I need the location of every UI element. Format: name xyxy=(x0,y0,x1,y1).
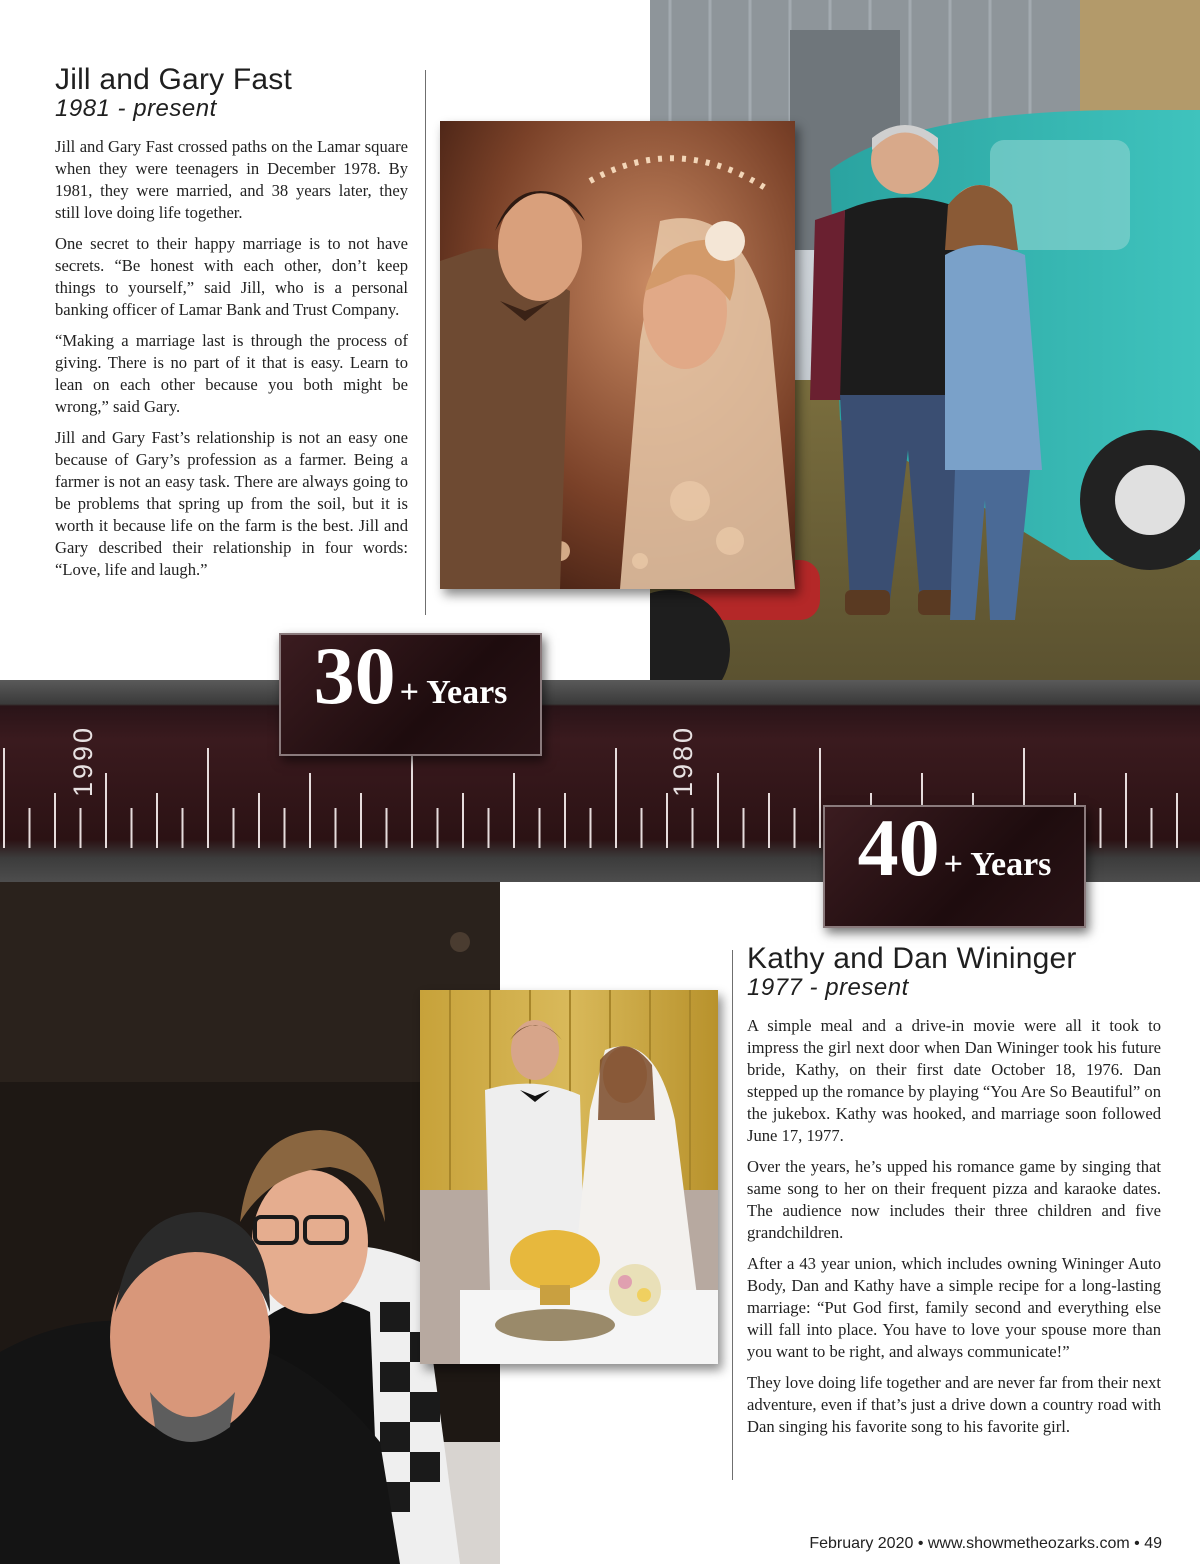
photo-wininger-wedding xyxy=(420,990,718,1364)
bottom-story-heading: Kathy and Dan Wininger xyxy=(747,942,1077,975)
top-story-paragraph: Jill and Gary Fast crossed paths on the Lamar square when they were teenagers in December 1978. By 1981, they were married, and 38 years later, they still love doing life together. xyxy=(55,137,408,223)
top-story-paragraph: One secret to their happy marriage is to not have secrets. “Be honest with each other, don’t keep things to yourself,” said Jill, who is a personal banking officer of Lamar Bank and Trust Company. xyxy=(55,234,408,320)
top-story-paragraph: “Making a marriage last is through the process of giving. There is no part of it that is easy. Learn to lean on each other because you both might be wrong,” said Gary. xyxy=(55,331,408,417)
page-footer: February 2020 • www.showmetheozarks.com • 49 xyxy=(809,1535,1162,1552)
top-story-heading: Jill and Gary Fast xyxy=(55,63,293,96)
top-story-column-rule xyxy=(425,70,426,615)
badge-40-number: 40 xyxy=(857,802,940,893)
bottom-story-paragraph: Over the years, he’s upped his romance game by singing that same song to her on their frequent pizza and karaoke dates. The audience now includes their three children and five grandchildren. xyxy=(747,1157,1161,1243)
bottom-story-years: 1977 - present xyxy=(747,974,909,1001)
photo-fast-wedding-graphic xyxy=(440,121,795,589)
bottom-story-paragraph: A simple meal and a drive-in movie were all it took to impress the girl next door when Dan Wininger took his future bride, Kathy, on their first date October 18, 1976. Dan stepped up the romance by playing “You Are So Beautiful” on the jukebox. Kathy was hooked, and marriage soon followed June 17, 1977. xyxy=(747,1016,1162,1146)
photo-fast-wedding xyxy=(440,121,795,589)
timeline-year-1980: 1980 xyxy=(668,724,698,797)
badge-40-plus-years xyxy=(823,802,1086,928)
badge-40-suffix: + Years xyxy=(943,846,1052,883)
badge-30-number: 30 xyxy=(313,630,396,721)
top-story xyxy=(55,63,408,590)
timeline-year-1990: 1990 xyxy=(68,724,98,797)
bottom-story-paragraph: After a 43 year union, which includes owning Wininger Auto Body, Dan and Kathy have a simple recipe for a long-lasting marriage: “Put God first, family second and everything else will fall into place. You have to love your spouse more than you want to be right, and always communicate!” xyxy=(747,1254,1161,1362)
badge-30-suffix: + Years xyxy=(399,674,508,711)
bottom-story xyxy=(747,942,1161,1447)
top-story-years: 1981 - present xyxy=(55,95,217,122)
photo-wininger-wedding-graphic xyxy=(420,990,718,1364)
bottom-story-paragraph: They love doing life together and are never far from their next adventure, even if that’s just a drive down a country road with Dan singing his favorite song to his favorite girl. xyxy=(747,1373,1161,1437)
top-story-paragraph: Jill and Gary Fast’s relationship is not an easy one because of Gary’s profession as a farmer. Being a farmer is not an easy task. There are always going to be problems that spring up from the soil, but it is worth it because life on the farm is the best. Jill and Gary described their relationship in four words: “Love, life and laugh.” xyxy=(55,428,408,580)
bottom-story-column-rule xyxy=(732,950,733,1480)
badge-30-plus-years xyxy=(279,630,542,756)
